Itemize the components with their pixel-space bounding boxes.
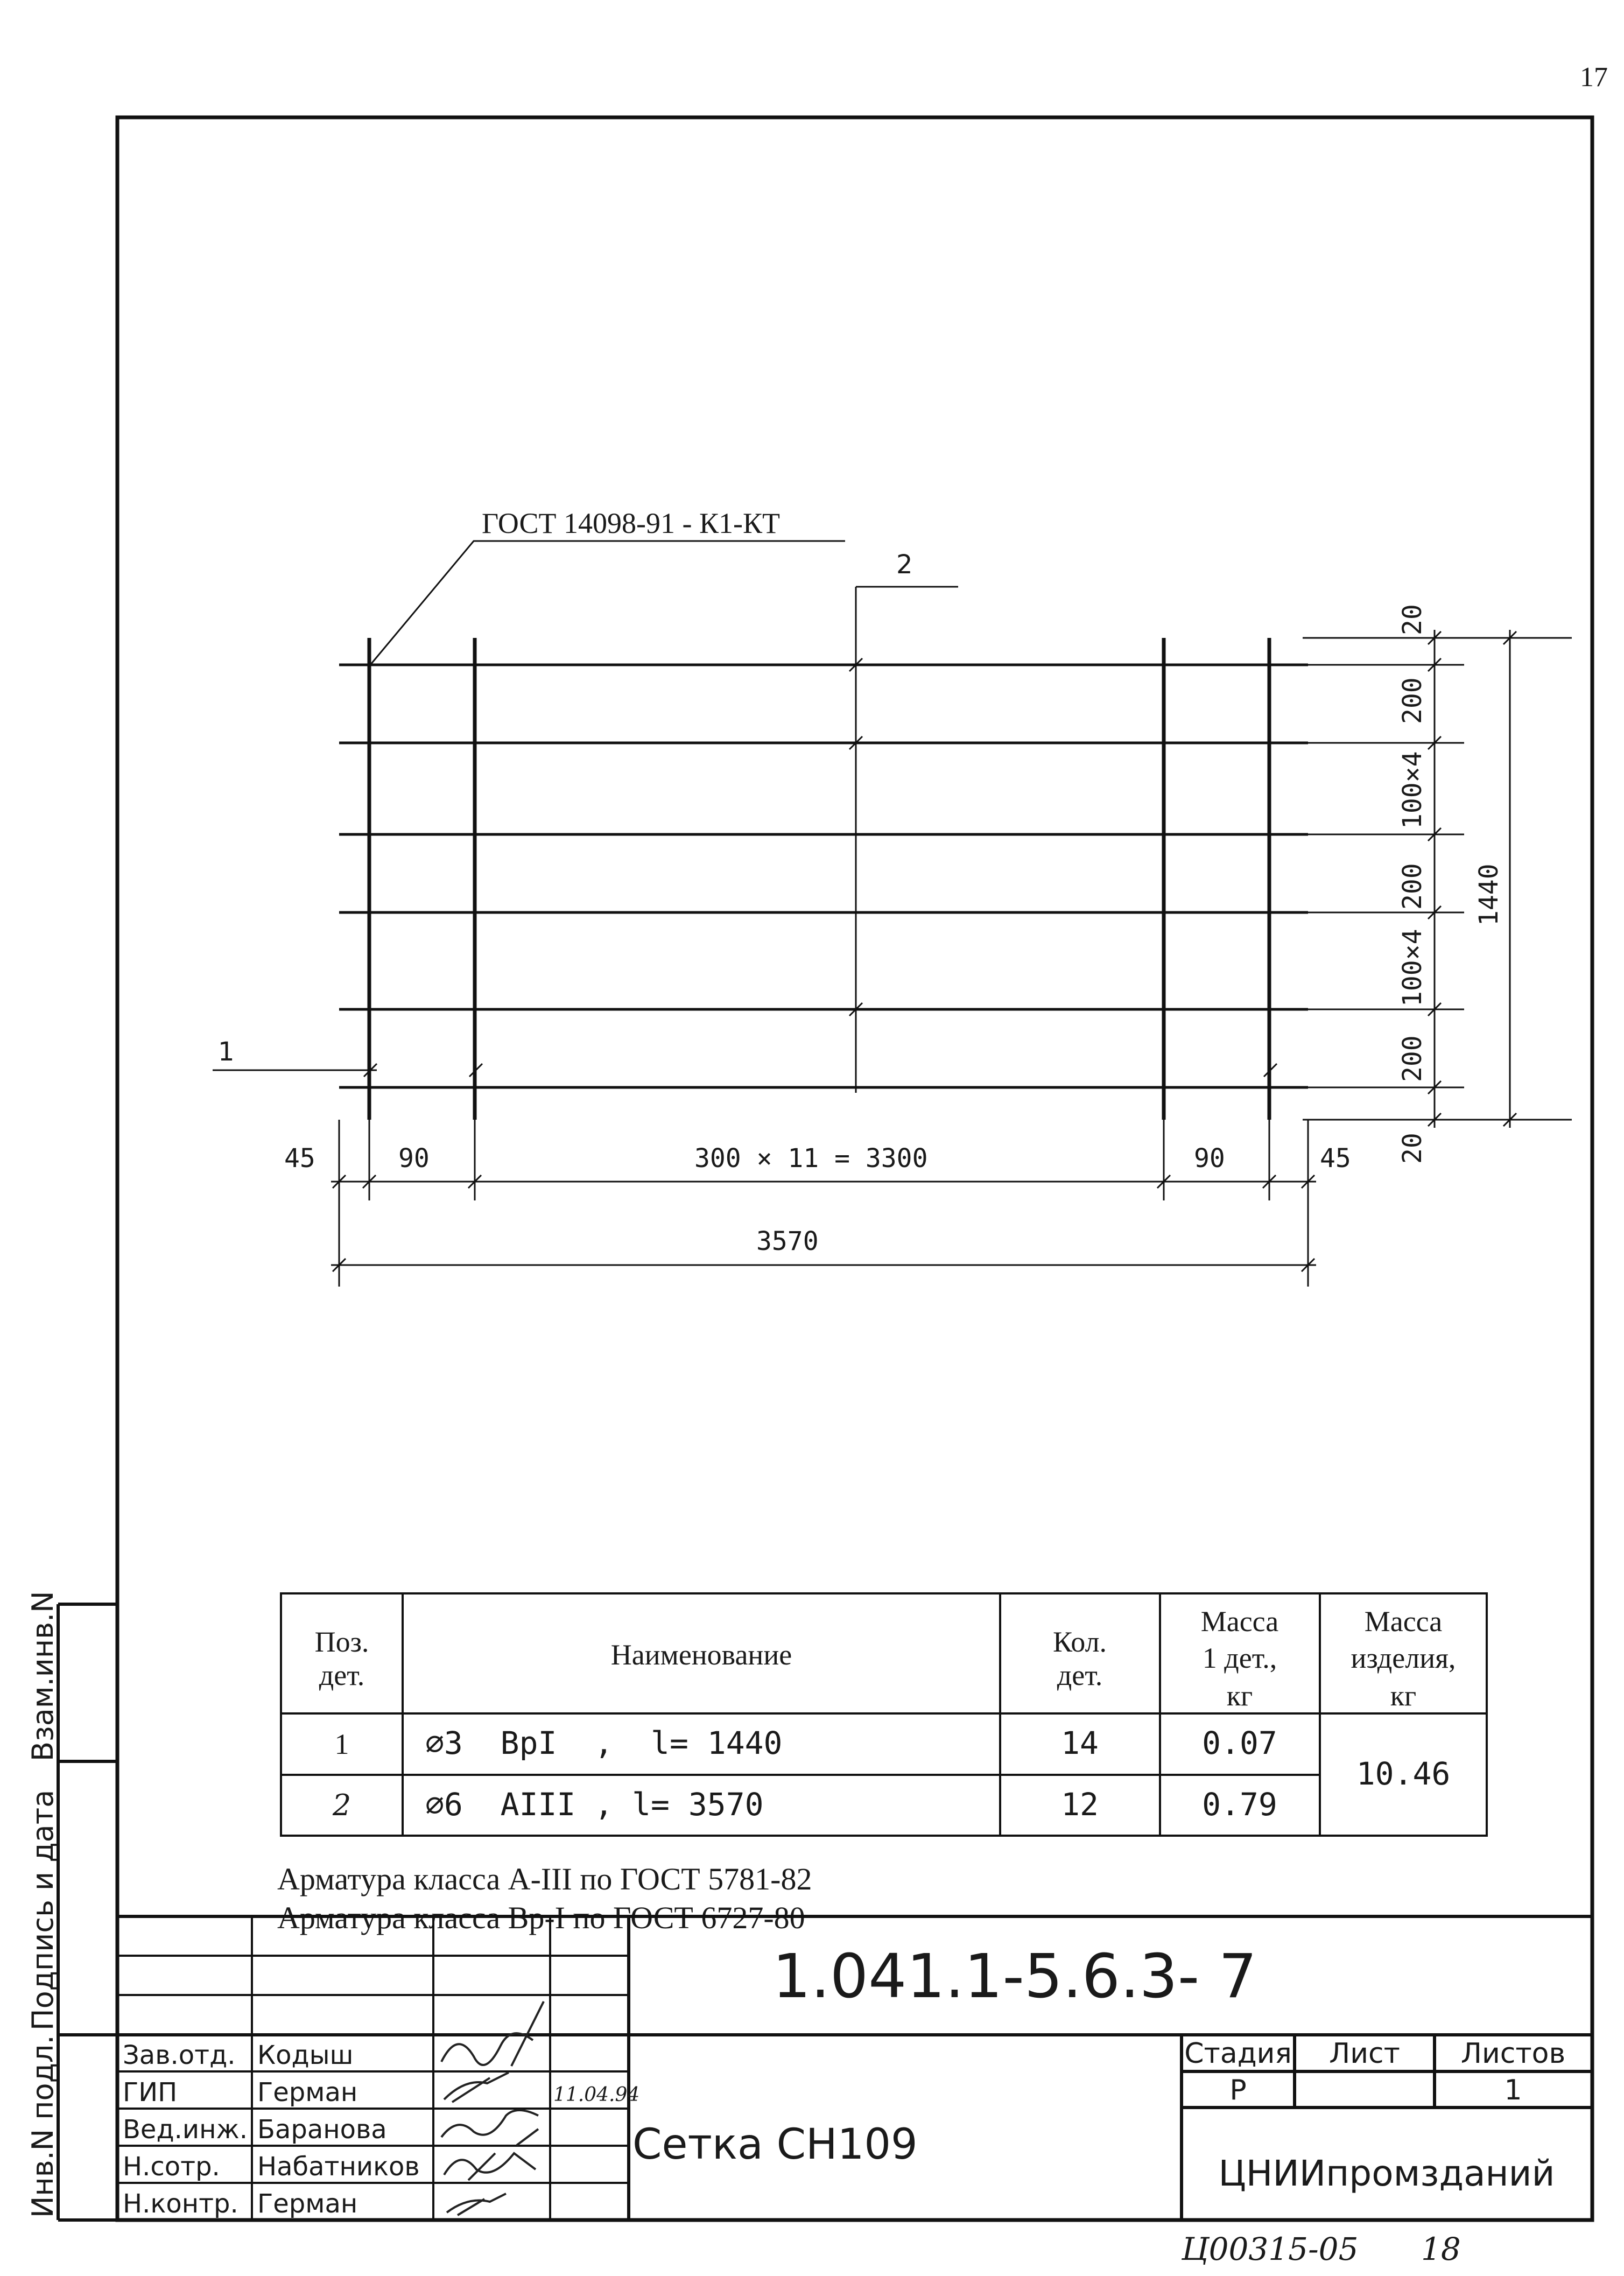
dim-gap-5: 200 xyxy=(1397,1035,1428,1082)
header-qty-line2: дет. xyxy=(1057,1659,1103,1691)
stamp-replace-inv: Взам.инв.N xyxy=(26,1591,60,1761)
header-pos-line1: Поз. xyxy=(314,1626,369,1658)
header-mass-one-line1: Масса xyxy=(1200,1605,1279,1638)
sheet-label: Лист xyxy=(1329,2038,1400,2070)
name-head-of-dept: Кодыш xyxy=(257,2040,354,2070)
sheets-label: Листов xyxy=(1460,2038,1566,2070)
row2-pos: 2 xyxy=(332,1788,351,1822)
dim-edge-left: 45 xyxy=(284,1143,315,1174)
header-mass-total-line1: Масса xyxy=(1364,1605,1443,1638)
row1-qty: 14 xyxy=(1061,1725,1099,1761)
notes xyxy=(277,1861,812,1935)
side-stamp xyxy=(26,1591,117,2220)
role-lead-engineer: Вед.инж. xyxy=(123,2115,248,2145)
vertical-bars xyxy=(369,638,1269,1120)
note-line-2: Арматура класса Вр-I по ГОСТ 6727-80 xyxy=(277,1900,805,1935)
header-mass-total-line3: кг xyxy=(1390,1680,1417,1712)
drawing-title: Сетка СН109 xyxy=(632,2120,918,2169)
dim-space-left: 90 xyxy=(398,1143,430,1174)
spec-table xyxy=(281,1593,1487,1836)
weld-callout: ГОСТ 14098-91 - К1-КТ xyxy=(482,507,781,539)
role-norm-control: Н.контр. xyxy=(123,2189,238,2219)
approval-date: 11.04.94 xyxy=(553,2084,640,2106)
stamp-signature-date: Подпись и дата xyxy=(26,1789,60,2031)
dim-bottom-edge: 20 xyxy=(1397,1133,1428,1164)
dim-gap-3: 200 xyxy=(1397,863,1428,910)
archive-number: Ц00315-05 xyxy=(1182,2231,1359,2267)
total-mass: 10.46 xyxy=(1356,1755,1451,1792)
mesh-drawing xyxy=(213,541,1308,1120)
header-mass-total-line2: изделия, xyxy=(1351,1642,1456,1674)
header-pos-line2: дет. xyxy=(319,1659,365,1691)
dim-top-edge: 20 xyxy=(1397,604,1428,635)
archive-sheet: 18 xyxy=(1421,2231,1461,2267)
row1-pos: 1 xyxy=(334,1728,349,1760)
row1-mass: 0.07 xyxy=(1202,1725,1277,1761)
page-number: 17 xyxy=(1580,62,1608,93)
dim-middle: 300 × 11 = 3300 xyxy=(694,1143,928,1174)
dim-gap-2: 100×4 xyxy=(1397,751,1428,829)
role-chief-engineer: ГИП xyxy=(123,2077,178,2108)
dim-gap-4: 100×4 xyxy=(1397,929,1428,1007)
header-qty-line1: Кол. xyxy=(1052,1626,1107,1658)
header-name: Наименование xyxy=(610,1639,792,1671)
position-label-2: 2 xyxy=(896,550,913,580)
sheets-value: 1 xyxy=(1504,2074,1522,2106)
name-researcher: Набатников xyxy=(257,2152,420,2182)
stamp-original-inv: Инв.N подл. xyxy=(26,2035,60,2218)
name-norm-control: Герман xyxy=(257,2189,358,2219)
dim-gap-1: 200 xyxy=(1397,677,1428,724)
dim-edge-right: 45 xyxy=(1320,1143,1351,1174)
mesh-labels xyxy=(218,507,913,1067)
stage-label: Стадия xyxy=(1184,2038,1292,2070)
right-dimensions xyxy=(1303,630,1572,1128)
row2-mass: 0.79 xyxy=(1202,1786,1277,1823)
role-head-of-dept: Зав.отд. xyxy=(123,2040,236,2070)
role-researcher: Н.сотр. xyxy=(123,2152,220,2182)
row2-qty: 12 xyxy=(1061,1786,1099,1823)
note-line-1: Арматура класса А-III по ГОСТ 5781-82 xyxy=(277,1861,812,1896)
header-mass-one-line2: 1 дет., xyxy=(1202,1642,1277,1674)
position-label-1: 1 xyxy=(218,1037,235,1067)
organization-name: ЦНИИпромзданий xyxy=(1218,2153,1555,2194)
header-mass-one-line3: кг xyxy=(1226,1680,1253,1712)
dim-overall-length: 3570 xyxy=(756,1226,819,1256)
row1-name: ⌀3 ВрI , l= 1440 xyxy=(425,1725,783,1761)
name-chief-engineer: Герман xyxy=(257,2077,358,2108)
dim-overall-width: 1440 xyxy=(1474,863,1504,926)
row2-name: ⌀6 AIII , l= 3570 xyxy=(425,1786,764,1823)
title-block xyxy=(117,1916,1592,2220)
document-designation: 1.041.1-5.6.3- 7 xyxy=(772,1942,1257,2012)
stage-value: Р xyxy=(1229,2074,1247,2106)
bottom-dimension-labels xyxy=(284,1143,1351,1256)
name-lead-engineer: Баранова xyxy=(257,2115,387,2145)
right-dimension-labels xyxy=(1397,604,1504,1164)
dim-space-right: 90 xyxy=(1194,1143,1225,1174)
